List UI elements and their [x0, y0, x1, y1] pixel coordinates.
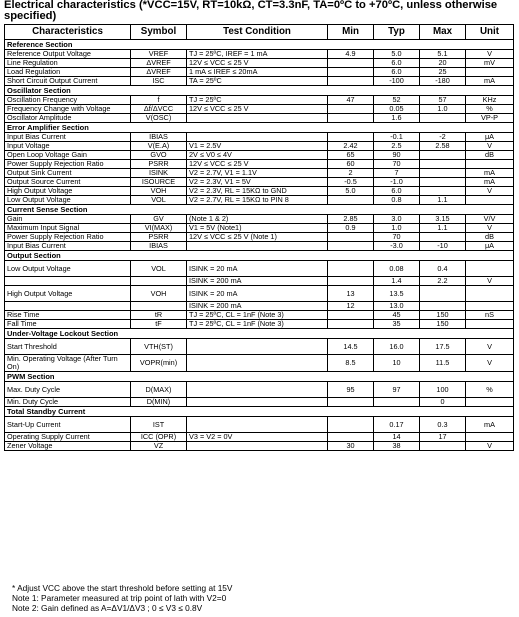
cell-unit: V: [466, 442, 514, 451]
cell-test-condition: ISINK = 200 mA: [187, 277, 328, 286]
cell-unit: %: [466, 105, 514, 114]
cell-characteristic: High Output Voltage: [5, 187, 131, 196]
table-row: [5, 339, 514, 355]
cell-typ: 97: [374, 382, 420, 398]
table-row: [5, 277, 514, 286]
section-title: Oscillator Section: [5, 86, 514, 96]
cell-characteristic: Min. Duty Cycle: [5, 398, 131, 407]
cell-max: 11.5: [420, 355, 466, 372]
cell-min: 0.9: [328, 224, 374, 233]
cell-symbol: Δf/ΔVCC: [131, 105, 187, 114]
cell-symbol: IBIAS: [131, 133, 187, 142]
cell-characteristic: Low Output Voltage: [5, 261, 131, 277]
cell-unit: VP-P: [466, 114, 514, 123]
cell-characteristic: Line Regulation: [5, 59, 131, 68]
cell-typ: 1.4: [374, 277, 420, 286]
cell-test-condition: V2 = 2.7V, RL = 15KΩ to PIN 8: [187, 196, 328, 205]
cell-min: 95: [328, 382, 374, 398]
cell-max: 150: [420, 311, 466, 320]
table-row: [5, 242, 514, 251]
cell-unit: [466, 398, 514, 407]
header-test-condition: Test Condition: [187, 25, 328, 40]
cell-test-condition: V2 = 2.7V, V1 = 1.1V: [187, 169, 328, 178]
cell-unit: V: [466, 50, 514, 59]
footnote-2: Note 2: Gain defined as A=ΔV1/ΔV3 ; 0 ≤ V3 ≤ 0.8V: [12, 603, 203, 613]
cell-unit: [466, 286, 514, 302]
table-row: [5, 169, 514, 178]
cell-min: [328, 242, 374, 251]
footnote-1: Note 1: Parameter measured at trip point of lath with V2=0: [12, 593, 227, 603]
cell-unit: nS: [466, 311, 514, 320]
cell-characteristic: Zener Voltage: [5, 442, 131, 451]
cell-typ: -0.1: [374, 133, 420, 142]
cell-characteristic: Operating Supply Current: [5, 433, 131, 442]
header-unit: Unit: [466, 25, 514, 40]
cell-unit: V: [466, 187, 514, 196]
cell-symbol: VTH(ST): [131, 339, 187, 355]
table-row: [5, 442, 514, 451]
cell-min: [328, 59, 374, 68]
cell-test-condition: ISINK = 200 mA: [187, 302, 328, 311]
cell-typ: [374, 398, 420, 407]
cell-characteristic: Frequency Change with Voltage: [5, 105, 131, 114]
cell-test-condition: 1 mA ≤ IREF ≤ 20mA: [187, 68, 328, 77]
cell-characteristic: Short Circuit Output Current: [5, 77, 131, 86]
cell-min: 4.9: [328, 50, 374, 59]
cell-unit: mA: [466, 77, 514, 86]
cell-typ: 1.0: [374, 224, 420, 233]
cell-min: 65: [328, 151, 374, 160]
cell-unit: mA: [466, 417, 514, 433]
cell-max: 100: [420, 382, 466, 398]
cell-unit: V: [466, 142, 514, 151]
cell-test-condition: V1 = 2.5V: [187, 142, 328, 151]
cell-typ: 10: [374, 355, 420, 372]
table-row: [5, 59, 514, 68]
cell-symbol: VOL: [131, 196, 187, 205]
cell-unit: %: [466, 382, 514, 398]
section-title: Current Sense Section: [5, 205, 514, 215]
cell-characteristic: Load Regulation: [5, 68, 131, 77]
header-max: Max: [420, 25, 466, 40]
cell-typ: 0.8: [374, 196, 420, 205]
cell-min: 2: [328, 169, 374, 178]
cell-max: 57: [420, 96, 466, 105]
cell-min: [328, 68, 374, 77]
section-row: [5, 86, 514, 96]
cell-symbol: [131, 277, 187, 286]
cell-symbol: tR: [131, 311, 187, 320]
cell-unit: μA: [466, 242, 514, 251]
cell-max: 20: [420, 59, 466, 68]
section-row: [5, 205, 514, 215]
footnote-star: * Adjust VCC above the start threshold before setting at 15V: [12, 583, 233, 593]
cell-typ: 5.0: [374, 50, 420, 59]
table-row: [5, 160, 514, 169]
cell-max: [420, 178, 466, 187]
table-row: [5, 261, 514, 277]
table-row: [5, 417, 514, 433]
cell-symbol: ΔVREF: [131, 68, 187, 77]
cell-symbol: IST: [131, 417, 187, 433]
cell-characteristic: Maximum Input Signal: [5, 224, 131, 233]
cell-max: 25: [420, 68, 466, 77]
cell-test-condition: ISINK = 20 mA: [187, 261, 328, 277]
cell-symbol: PSRR: [131, 233, 187, 242]
cell-characteristic: Gain: [5, 215, 131, 224]
table-row: [5, 382, 514, 398]
cell-test-condition: V1 = 5V (Note1): [187, 224, 328, 233]
table-row: [5, 433, 514, 442]
cell-min: -0.5: [328, 178, 374, 187]
header-symbol: Symbol: [131, 25, 187, 40]
cell-unit: [466, 261, 514, 277]
cell-typ: 6.0: [374, 59, 420, 68]
cell-test-condition: 2V ≤ V0 ≤ 4V: [187, 151, 328, 160]
cell-characteristic: Output Sink Current: [5, 169, 131, 178]
cell-symbol: IBIAS: [131, 242, 187, 251]
section-row: [5, 407, 514, 417]
footnotes: [12, 583, 232, 613]
cell-unit: V: [466, 355, 514, 372]
table-row: [5, 114, 514, 123]
section-row: [5, 123, 514, 133]
cell-typ: 13.0: [374, 302, 420, 311]
cell-test-condition: TA = 25ºC: [187, 77, 328, 86]
cell-symbol: D(MIN): [131, 398, 187, 407]
cell-min: [328, 311, 374, 320]
cell-max: -180: [420, 77, 466, 86]
cell-typ: 6.0: [374, 68, 420, 77]
section-title: PWM Section: [5, 372, 514, 382]
cell-max: [420, 151, 466, 160]
cell-test-condition: TJ = 25ºC: [187, 96, 328, 105]
cell-min: [328, 233, 374, 242]
cell-characteristic: Start-Up Current: [5, 417, 131, 433]
cell-test-condition: 12V ≤ VCC ≤ 25 V: [187, 105, 328, 114]
section-title: Reference Section: [5, 40, 514, 50]
cell-test-condition: [187, 442, 328, 451]
table-row: [5, 398, 514, 407]
cell-symbol: PSRR: [131, 160, 187, 169]
table-row: [5, 50, 514, 59]
cell-symbol: V(OSC): [131, 114, 187, 123]
cell-typ: 0.08: [374, 261, 420, 277]
cell-min: 8.5: [328, 355, 374, 372]
cell-typ: -100: [374, 77, 420, 86]
cell-typ: 38: [374, 442, 420, 451]
cell-unit: V: [466, 224, 514, 233]
cell-symbol: VOL: [131, 261, 187, 277]
cell-characteristic: Output Source Current: [5, 178, 131, 187]
cell-symbol: VOH: [131, 286, 187, 302]
cell-unit: V: [466, 277, 514, 286]
cell-typ: 2.5: [374, 142, 420, 151]
cell-symbol: ISC: [131, 77, 187, 86]
cell-symbol: ΔVREF: [131, 59, 187, 68]
cell-test-condition: [187, 382, 328, 398]
cell-test-condition: 12V ≤ VCC ≤ 25 V: [187, 59, 328, 68]
cell-characteristic: Open Loop Voltage Gain: [5, 151, 131, 160]
header-min: Min: [328, 25, 374, 40]
cell-symbol: VI(MAX): [131, 224, 187, 233]
cell-characteristic: High Output Voltage: [5, 286, 131, 302]
cell-characteristic: Oscillation Frequency: [5, 96, 131, 105]
cell-max: 2.58: [420, 142, 466, 151]
cell-symbol: ISOURCE: [131, 178, 187, 187]
cell-symbol: tF: [131, 320, 187, 329]
cell-characteristic: Low Output Voltage: [5, 196, 131, 205]
cell-max: [420, 286, 466, 302]
section-row: [5, 329, 514, 339]
cell-typ: 13.5: [374, 286, 420, 302]
cell-characteristic: Min. Operating Voltage (After Turn On): [5, 355, 131, 372]
cell-characteristic: Start Threshold: [5, 339, 131, 355]
cell-max: -2: [420, 133, 466, 142]
electrical-characteristics-table: [4, 24, 514, 451]
cell-test-condition: V2 = 2.3V, V1 = 5V: [187, 178, 328, 187]
cell-min: 60: [328, 160, 374, 169]
cell-test-condition: [187, 398, 328, 407]
cell-max: 150: [420, 320, 466, 329]
cell-symbol: V(E.A): [131, 142, 187, 151]
table-row: [5, 320, 514, 329]
cell-test-condition: V3 = V2 = 0V: [187, 433, 328, 442]
section-title: Output Section: [5, 251, 514, 261]
cell-typ: 45: [374, 311, 420, 320]
cell-unit: mA: [466, 169, 514, 178]
cell-characteristic: Power Supply Rejection Ratio: [5, 233, 131, 242]
cell-max: 1.1: [420, 224, 466, 233]
cell-max: [420, 160, 466, 169]
cell-max: 3.15: [420, 215, 466, 224]
cell-max: 0.3: [420, 417, 466, 433]
cell-typ: 14: [374, 433, 420, 442]
cell-min: [328, 114, 374, 123]
cell-characteristic: Oscillator Amplitude: [5, 114, 131, 123]
cell-min: [328, 105, 374, 114]
cell-characteristic: Reference Output Voltage: [5, 50, 131, 59]
cell-unit: [466, 196, 514, 205]
cell-min: 5.0: [328, 187, 374, 196]
cell-min: [328, 196, 374, 205]
cell-characteristic: Max. Duty Cycle: [5, 382, 131, 398]
cell-typ: 16.0: [374, 339, 420, 355]
cell-test-condition: V2 = 2.3V, RL = 15KΩ to GND: [187, 187, 328, 196]
cell-min: [328, 417, 374, 433]
cell-test-condition: 12V ≤ VCC ≤ 25 V (Note 1): [187, 233, 328, 242]
cell-min: [328, 398, 374, 407]
section-title: Error Amplifier Section: [5, 123, 514, 133]
cell-characteristic: Input Voltage: [5, 142, 131, 151]
cell-unit: dB: [466, 233, 514, 242]
cell-typ: 0.05: [374, 105, 420, 114]
cell-max: [420, 169, 466, 178]
section-title: Under-Voltage Lockout Section: [5, 329, 514, 339]
cell-unit: mV: [466, 59, 514, 68]
table-row: [5, 286, 514, 302]
cell-min: [328, 261, 374, 277]
cell-unit: V/V: [466, 215, 514, 224]
cell-max: 0: [420, 398, 466, 407]
cell-max: [420, 114, 466, 123]
page-title: Electrical characteristics (*VCC=15V, RT=10kΩ, CT=3.3nF, TA=0ºC to +70ºC, unless otherwise specified): [4, 0, 498, 22]
section-row: [5, 251, 514, 261]
cell-symbol: GV: [131, 215, 187, 224]
section-row: [5, 40, 514, 50]
cell-min: 14.5: [328, 339, 374, 355]
cell-unit: [466, 320, 514, 329]
cell-typ: -3.0: [374, 242, 420, 251]
cell-unit: V: [466, 339, 514, 355]
header-typ: Typ: [374, 25, 420, 40]
cell-symbol: VZ: [131, 442, 187, 451]
cell-symbol: VOPR(min): [131, 355, 187, 372]
cell-unit: KHz: [466, 96, 514, 105]
table-row: [5, 105, 514, 114]
cell-typ: 0.17: [374, 417, 420, 433]
table-body: [5, 40, 514, 451]
cell-characteristic: [5, 277, 131, 286]
cell-unit: μA: [466, 133, 514, 142]
cell-max: [420, 442, 466, 451]
cell-typ: 3.0: [374, 215, 420, 224]
cell-min: 30: [328, 442, 374, 451]
cell-test-condition: ISINK = 20 mA: [187, 286, 328, 302]
cell-min: 2.42: [328, 142, 374, 151]
cell-test-condition: TJ = 25ºC, CL = 1nF (Note 3): [187, 320, 328, 329]
cell-typ: 90: [374, 151, 420, 160]
cell-test-condition: TJ = 25ºC, CL = 1nF (Note 3): [187, 311, 328, 320]
cell-max: 17.5: [420, 339, 466, 355]
header-characteristics: Characteristics: [5, 25, 131, 40]
cell-typ: -1.0: [374, 178, 420, 187]
table-row: [5, 196, 514, 205]
cell-max: 1.0: [420, 105, 466, 114]
cell-max: 2.2: [420, 277, 466, 286]
cell-min: 13: [328, 286, 374, 302]
cell-test-condition: [187, 114, 328, 123]
cell-min: [328, 77, 374, 86]
cell-unit: dB: [466, 151, 514, 160]
cell-max: -10: [420, 242, 466, 251]
cell-characteristic: Input Bias Current: [5, 242, 131, 251]
cell-typ: 7: [374, 169, 420, 178]
cell-test-condition: [187, 417, 328, 433]
cell-characteristic: Rise Time: [5, 311, 131, 320]
cell-typ: 1.6: [374, 114, 420, 123]
cell-test-condition: [187, 355, 328, 372]
cell-symbol: VOH: [131, 187, 187, 196]
cell-min: [328, 320, 374, 329]
cell-min: 47: [328, 96, 374, 105]
cell-symbol: GVO: [131, 151, 187, 160]
cell-symbol: f: [131, 96, 187, 105]
cell-characteristic: Power Supply Rejection Ratio: [5, 160, 131, 169]
cell-symbol: ICC (OPR): [131, 433, 187, 442]
cell-max: 5.1: [420, 50, 466, 59]
cell-test-condition: 12V ≤ VCC ≤ 25 V: [187, 160, 328, 169]
cell-symbol: ISINK: [131, 169, 187, 178]
cell-min: 12: [328, 302, 374, 311]
cell-max: 17: [420, 433, 466, 442]
cell-max: 0.4: [420, 261, 466, 277]
cell-test-condition: [187, 339, 328, 355]
section-row: [5, 372, 514, 382]
cell-symbol: D(MAX): [131, 382, 187, 398]
cell-max: 1.1: [420, 196, 466, 205]
cell-typ: 6.0: [374, 187, 420, 196]
cell-typ: 52: [374, 96, 420, 105]
cell-characteristic: Fall Time: [5, 320, 131, 329]
table-row: [5, 355, 514, 372]
section-title: Total Standby Current: [5, 407, 514, 417]
cell-min: 2.85: [328, 215, 374, 224]
cell-unit: mA: [466, 178, 514, 187]
cell-symbol: VREF: [131, 50, 187, 59]
table-row: [5, 77, 514, 86]
table-header-row: [5, 25, 514, 40]
cell-test-condition: TJ = 25ºC, IREF = 1 mA: [187, 50, 328, 59]
cell-test-condition: [187, 242, 328, 251]
cell-test-condition: (Note 1 & 2): [187, 215, 328, 224]
cell-characteristic: Input Bias Current: [5, 133, 131, 142]
cell-typ: 70: [374, 160, 420, 169]
cell-typ: 70: [374, 233, 420, 242]
cell-min: [328, 277, 374, 286]
cell-typ: 35: [374, 320, 420, 329]
